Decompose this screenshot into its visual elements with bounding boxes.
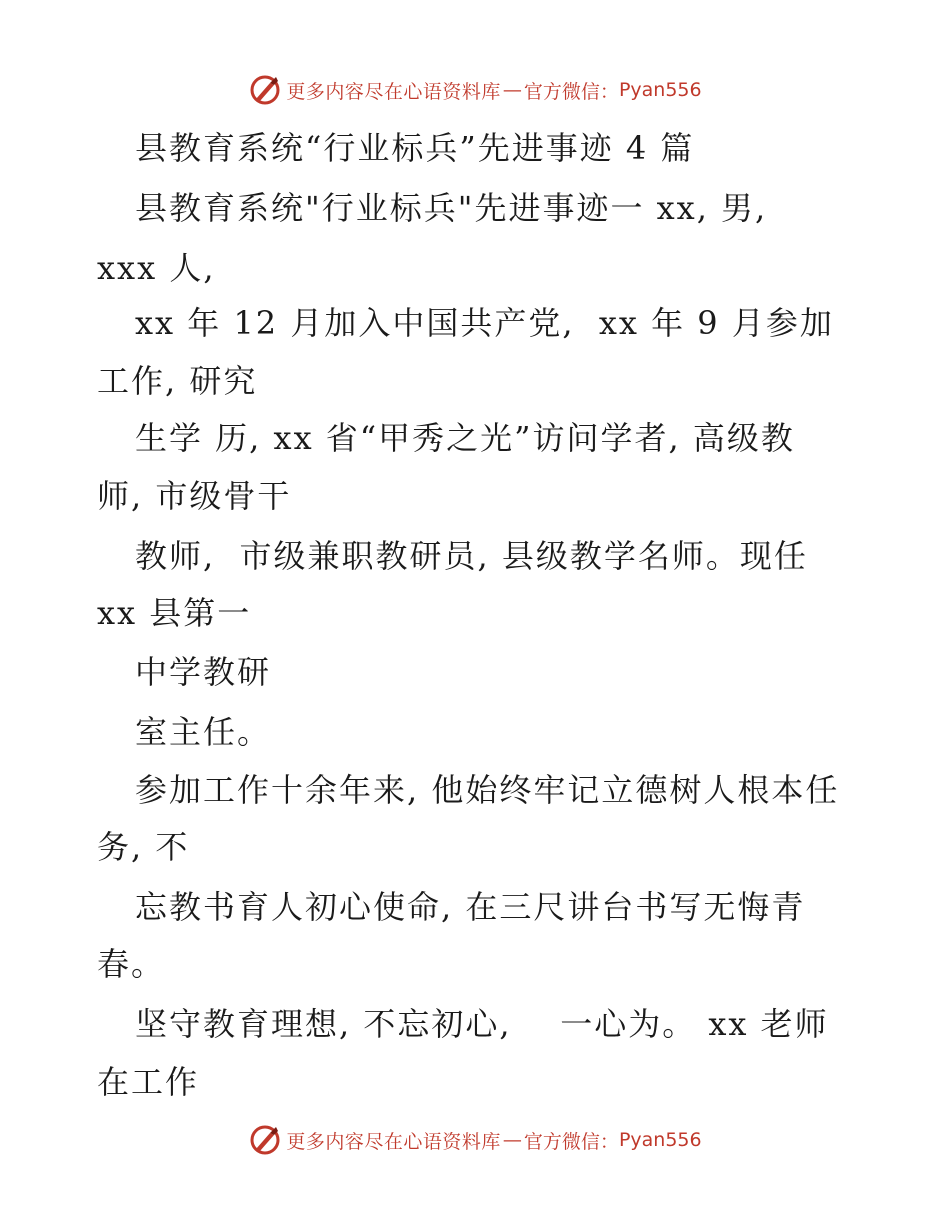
- banner-dash: —: [502, 1129, 522, 1151]
- pen-logo-icon: [248, 1123, 282, 1157]
- banner-wechat-label: 官方微信：: [523, 1130, 619, 1153]
- paragraph-line: 生学 历, xx 省“甲秀之光”访问学者, 高级教: [135, 419, 795, 457]
- paragraph-line: 忘教书育人初心使命, 在三尺讲台书写无悔青: [135, 888, 806, 926]
- pen-logo-icon: [248, 73, 282, 107]
- banner-dash: —: [502, 79, 522, 101]
- paragraph-line: 参加工作十余年来, 他始终牢记立德树人根本任: [135, 771, 840, 809]
- footer-banner: [0, 1120, 950, 1160]
- paragraph-line: 坚守教育理想, 不忘初心, 一心为。 xx 老师: [135, 1005, 829, 1043]
- paragraph-line: 工作, 研究: [97, 362, 258, 400]
- paragraph-line: 在工作: [97, 1063, 200, 1101]
- banner-text: 更多内容尽在心语资料库: [286, 80, 501, 103]
- banner-text: 更多内容尽在心语资料库: [286, 1130, 501, 1153]
- paragraph-line: 县教育系统"行业标兵"先进事迹一 xx, 男,: [135, 189, 768, 227]
- paragraph-line: xxx 人,: [97, 249, 216, 287]
- document-title: 县教育系统“行业标兵”先进事迹 4 篇: [135, 129, 695, 167]
- paragraph-line: 务, 不: [97, 828, 190, 866]
- banner-wechat-id: Pyan556: [618, 79, 702, 101]
- paragraph-line: xx 县第一: [97, 594, 252, 632]
- paragraph-line: xx 年 12 月加入中国共产党, xx 年 9 月参加: [135, 304, 834, 342]
- paragraph-line: 教师, 市级兼职教研员, 县级教学名师。现任: [135, 537, 808, 575]
- paragraph-line: 室主任。: [135, 713, 272, 751]
- paragraph-line: 师, 市级骨干: [97, 477, 292, 515]
- paragraph-line: 春。: [97, 945, 166, 983]
- banner-wechat-id: Pyan556: [618, 1129, 702, 1151]
- paragraph-line: 中学教研: [135, 653, 272, 691]
- banner-wechat-label: 官方微信：: [523, 80, 619, 103]
- header-banner: [0, 70, 950, 110]
